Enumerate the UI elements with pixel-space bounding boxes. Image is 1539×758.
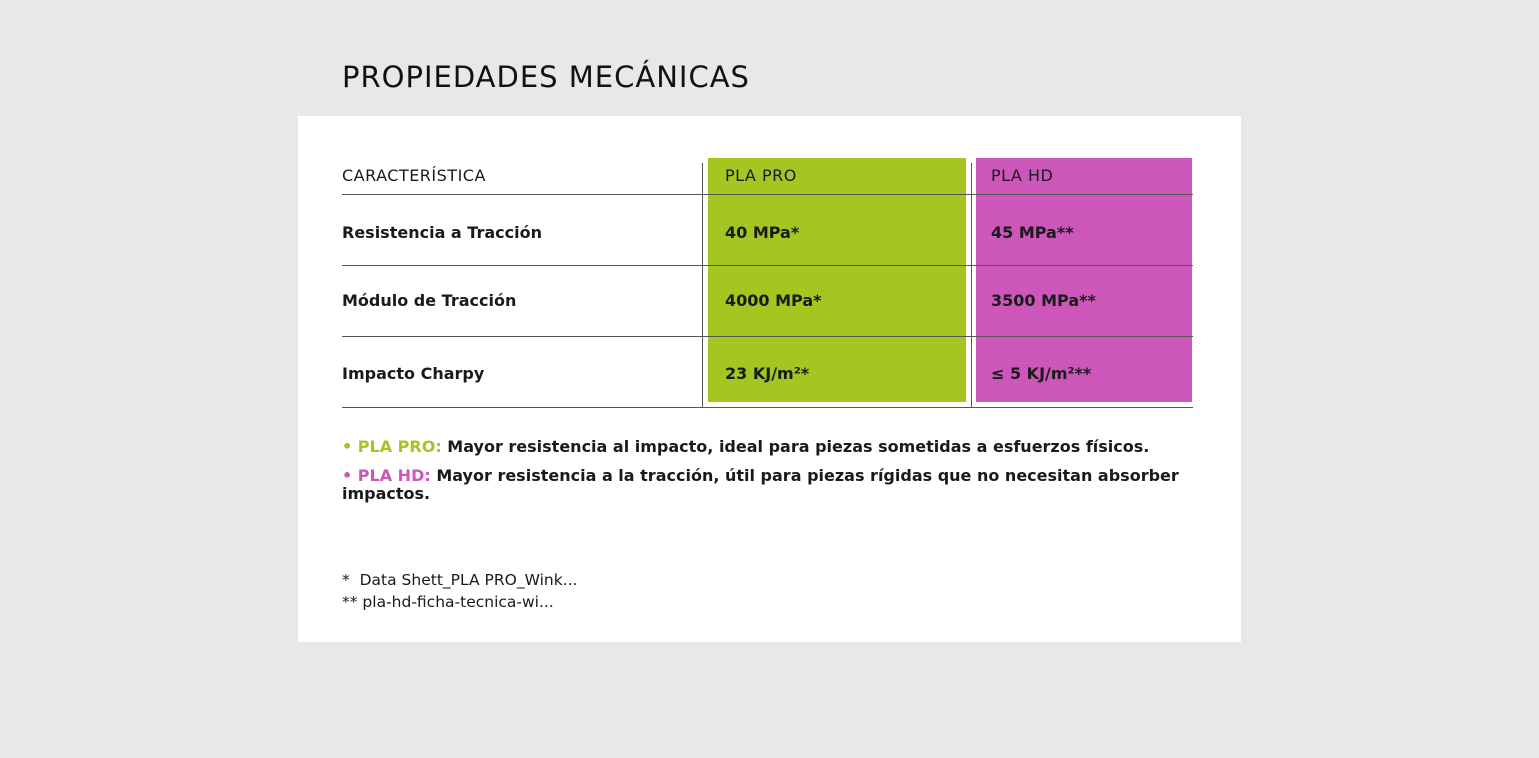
row-label-charpy-impact: Impacto Charpy — [342, 364, 485, 383]
properties-card — [298, 116, 1241, 642]
note-text-pla-pro: Mayor resistencia al impacto, ideal para piezas sometidas a esfuerzos físicos. — [447, 437, 1150, 456]
header-characteristic: CARACTERÍSTICA — [342, 166, 486, 185]
note-label-pla-pro: • PLA PRO: — [342, 437, 442, 456]
note-pla-pro — [342, 438, 1212, 456]
row-rule — [342, 336, 1193, 337]
value-pla-hd-charpy-impact: ≤ 5 KJ/m²** — [991, 364, 1092, 383]
footnote-pla-pro-source: * Data Shett_PLA PRO_Wink... — [342, 571, 578, 589]
value-pla-hd-tensile-strength: 45 MPa** — [991, 223, 1074, 242]
note-text-pla-hd: Mayor resistencia a la tracción, útil para piezas rígidas que no necesitan absorber impactos. — [342, 466, 1179, 503]
column-divider — [971, 163, 972, 407]
value-pla-pro-charpy-impact: 23 KJ/m²* — [725, 364, 810, 383]
header-rule — [342, 194, 1193, 195]
note-pla-hd — [342, 467, 1212, 503]
table-bottom-rule — [342, 407, 1193, 408]
row-label-tensile-strength: Resistencia a Tracción — [342, 223, 542, 242]
footnotes — [342, 569, 577, 613]
row-label-tensile-modulus: Módulo de Tracción — [342, 291, 517, 310]
header-pla-hd: PLA HD — [991, 166, 1054, 185]
value-pla-hd-tensile-modulus: 3500 MPa** — [991, 291, 1096, 310]
material-notes — [342, 438, 1212, 514]
value-pla-pro-tensile-strength: 40 MPa* — [725, 223, 800, 242]
row-rule — [342, 265, 1193, 266]
page-title: PROPIEDADES MECÁNICAS — [342, 60, 750, 94]
column-divider — [702, 163, 703, 407]
header-pla-pro: PLA PRO — [725, 166, 797, 185]
note-label-pla-hd: • PLA HD: — [342, 466, 431, 485]
value-pla-pro-tensile-modulus: 4000 MPa* — [725, 291, 822, 310]
footnote-pla-hd-source: ** pla-hd-ficha-tecnica-wi... — [342, 593, 554, 611]
